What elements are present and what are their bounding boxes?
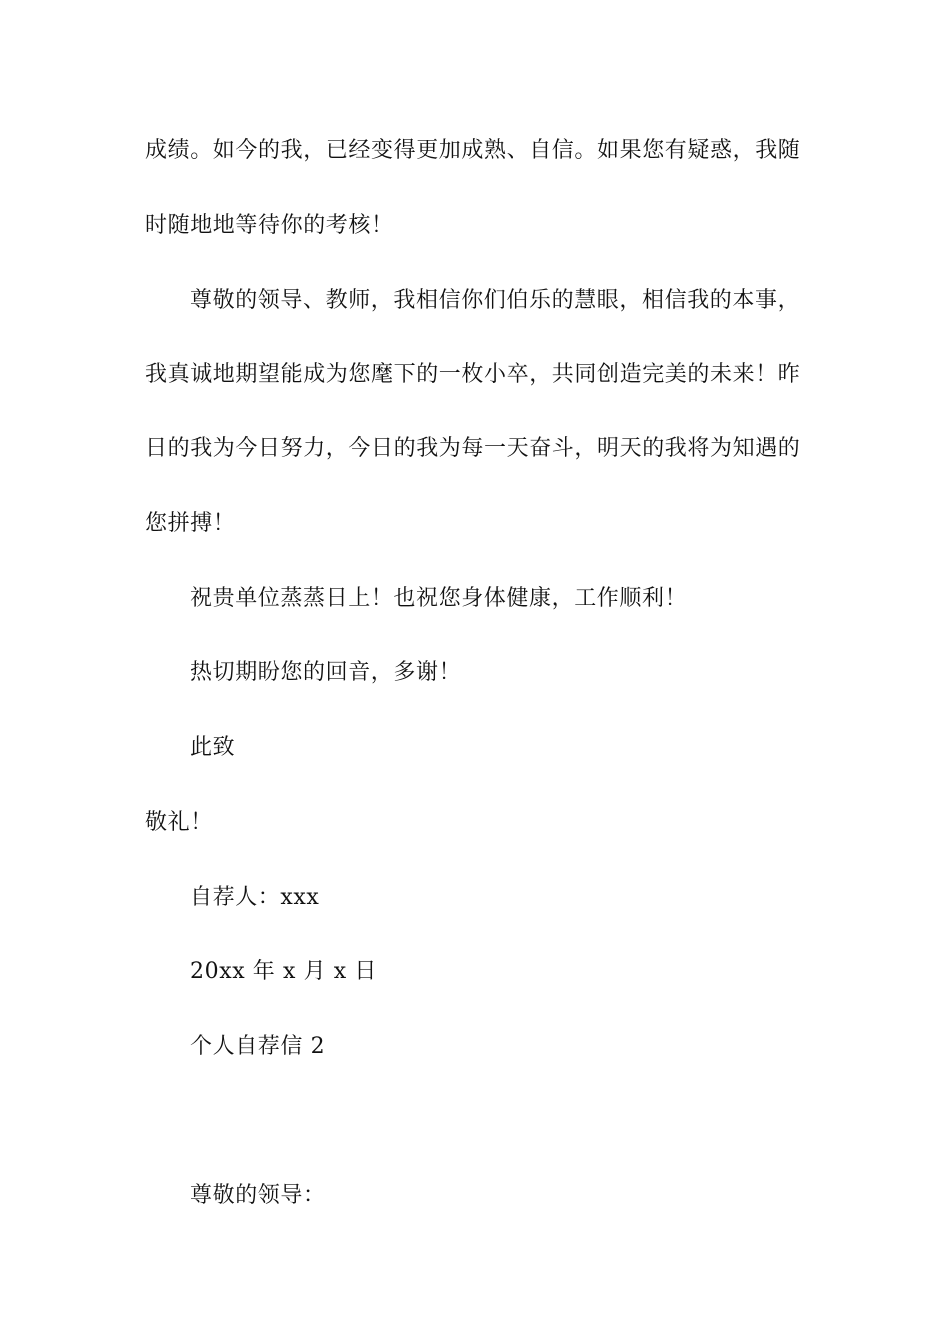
closing-line: 此致 (190, 735, 236, 760)
paragraph-line: 热切期盼您的回音，多谢！ (190, 660, 462, 685)
paragraph-line: 日的我为今日努力，今日的我为每一天奋斗，明天的我将为知遇的 (145, 436, 801, 461)
signature-line: 自荐人：xxx (190, 885, 320, 910)
paragraph-line: 时随地地等待你的考核！ (145, 213, 394, 238)
date-line: 20xx 年 x 月 x 日 (190, 959, 377, 984)
paragraph-line: 成绩。如今的我，已经变得更加成熟、自信。如果您有疑惑，我随 (145, 138, 801, 163)
salutation-line: 尊敬的领导： (190, 1183, 326, 1208)
paragraph-line: 祝贵单位蒸蒸日上！也祝您身体健康，工作顺利！ (190, 586, 688, 611)
closing-line: 敬礼！ (145, 810, 213, 835)
paragraph-line: 尊敬的领导、教师，我相信你们伯乐的慧眼，相信我的本事， (190, 288, 801, 313)
paragraph-line: 我真诚地期望能成为您麾下的一枚小卒，共同创造完美的未来！昨 (145, 362, 801, 387)
paragraph-line: 您拼搏！ (145, 511, 236, 536)
section-title: 个人自荐信 2 (190, 1034, 326, 1059)
